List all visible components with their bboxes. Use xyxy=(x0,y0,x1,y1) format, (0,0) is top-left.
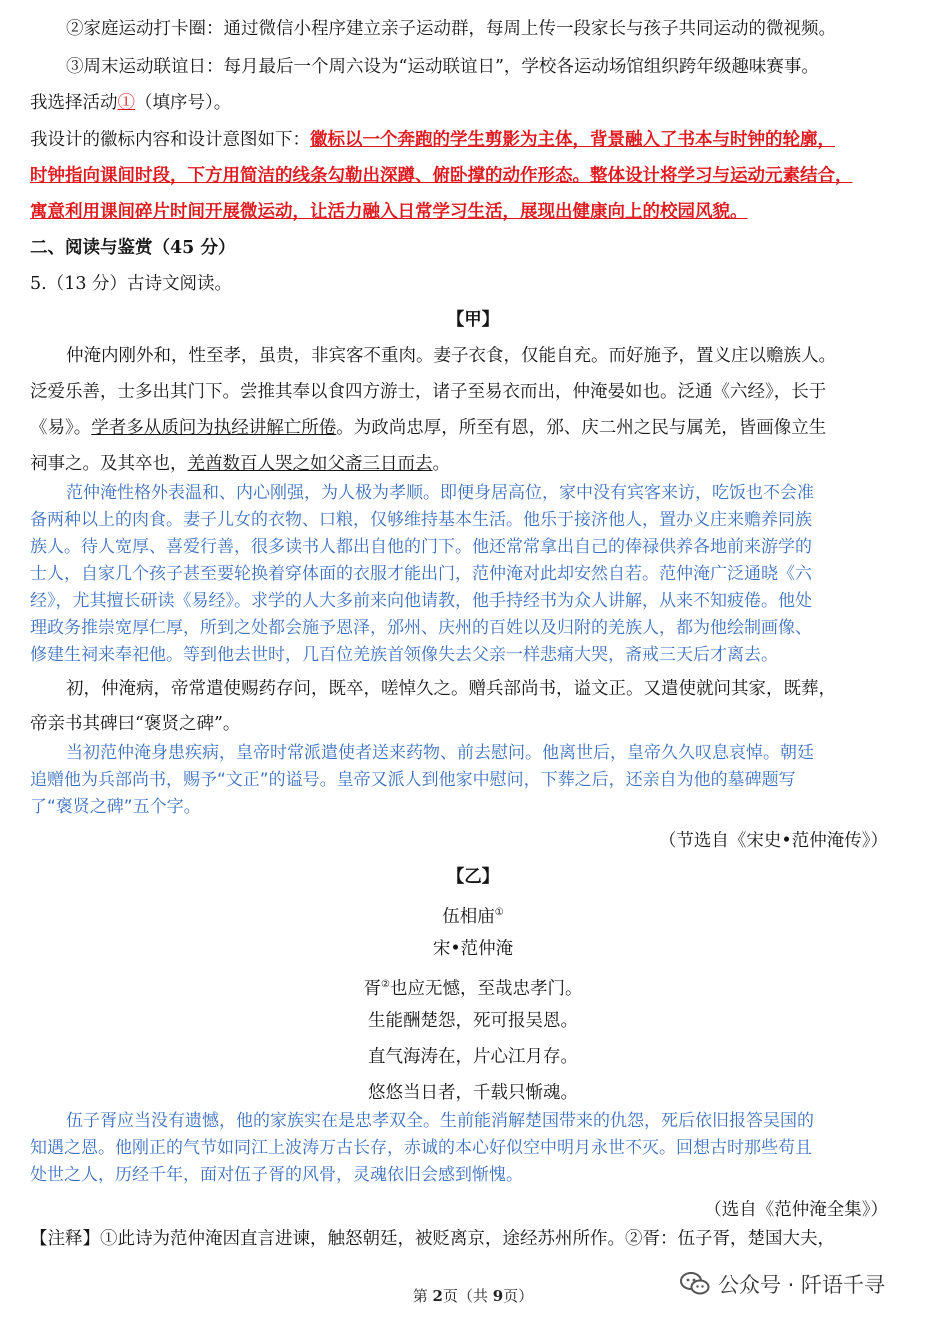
jia-trans-6: 理政务推崇宽厚仁厚，所到之处都会施予恩泽，邠州、庆州的百姓以及归附的羌族人，都为他绘制画像、 xyxy=(30,618,812,638)
jia-text: 。为政尚忠厚，所至有恩，邠、庆二州之民与属羌，皆画像立生 xyxy=(336,418,827,438)
jia-text: 。 xyxy=(432,454,450,474)
choice-answer: ① xyxy=(117,93,135,113)
choice-prefix: 我选择活动 xyxy=(30,93,118,113)
poem-line-2: 生能酬楚怨，死可报吴恩。 xyxy=(368,1011,578,1031)
source-yi: （选自《范仲淹全集》） xyxy=(704,1200,888,1220)
jia-text: 祠事之。及其卒也， xyxy=(30,454,188,474)
footer-text: 页（共 xyxy=(442,1287,493,1305)
jia2-line-2: 帝亲书其碑曰“褒贤之碑”。 xyxy=(30,714,241,734)
poem-line-1 xyxy=(0,972,946,1002)
jia2-trans-3: 了“褒贤之碑”五个字。 xyxy=(30,797,201,817)
yi-trans-1: 伍子胥应当没有遗憾，他的家族实在是忠孝双全。生前能消解楚国带来的仇怨，死后依旧报答吴国的 xyxy=(66,1111,814,1131)
design-answer-1: 徽标以一个奔跑的学生剪影为主体，背景融入了书本与时钟的轮廓， xyxy=(310,130,835,150)
jia-trans-1: 范仲淹性格外表温和、内心刚强，为人极为孝顺。即便身居高位，家中没有宾客来访，吃饭也不会准 xyxy=(66,483,814,503)
jia-trans-4: 士人，自家几个孩子甚至要轮换着穿体面的衣服才能出门，范仲淹对此却安然自若。范仲淹广泛通晓《六 xyxy=(30,564,812,584)
jia2-line-1: 初，仲淹病，帝常遣使赐药存问，既卒，嗟悼久之。赠兵部尚书，谥文正。又遣使就问其家，既葬， xyxy=(66,679,836,699)
question-5: 5.（13 分）古诗文阅读。 xyxy=(30,274,233,294)
footer-total-pages: 9 xyxy=(492,1287,504,1305)
poem-title-note: ① xyxy=(494,907,504,918)
watermark-text: 公众号 · 阡语千寻 xyxy=(718,1273,886,1297)
choice-suffix: （填序号）。 xyxy=(135,93,232,113)
wechat-icon xyxy=(680,1271,710,1297)
jia2-trans-1: 当初范仲淹身患疾病，皇帝时常派遣使者送来药物、前去慰问。他离世后，皇帝久久叹息哀悼。朝廷 xyxy=(66,743,814,763)
poem-text: 也应无憾，至哉忠孝门。 xyxy=(389,978,583,999)
yi-trans-3: 处世之人，历经千年，面对伍子胥的风骨，灵魂依旧会感到惭愧。 xyxy=(30,1165,523,1185)
activity-2: ②家庭运动打卡圈：通过微信小程序建立亲子运动群，每周上传一段家长与孩子共同运动的微视频。 xyxy=(66,19,836,39)
activity-3: ③周末运动联谊日：每月最后一个周六设为“运动联谊日”，学校各运动场馆组织跨年级趣味赛事。 xyxy=(66,57,819,77)
jia2-trans-2: 追赠他为兵部尚书，赐予“文正”的谥号。皇帝又派人到他家中慰问，下葬之后，还亲自为他的墓碑题写 xyxy=(30,770,796,790)
jia-label: 【甲】 xyxy=(446,310,500,330)
underlined-sentence-2: 羌酋数百人哭之如父斋三日而去 xyxy=(187,454,433,474)
yi-trans-2: 知遇之恩。他刚正的气节如同江上波涛万古长存，赤诚的本心好似空中明月永世不灭。回想古时那些苟且 xyxy=(30,1138,812,1158)
poem-text: 胥 xyxy=(363,978,382,999)
footer-page-number: 2 xyxy=(432,1287,443,1305)
jia-line-1: 仲淹内刚外和，性至孝，虽贵，非宾客不重肉。妻子衣食，仅能自充。而好施予，置义庄以赡族人。 xyxy=(66,346,836,366)
footer-text: 页） xyxy=(503,1287,534,1305)
poem-author: 宋•范仲淹 xyxy=(432,939,514,959)
jia-line-3 xyxy=(30,415,896,441)
section-heading: 二、阅读与鉴赏（45 分） xyxy=(30,238,236,258)
choice-line xyxy=(30,90,896,116)
design-line-1 xyxy=(30,127,896,153)
yi-label: 【乙】 xyxy=(446,867,500,887)
notes: 【注释】①此诗为范仲淹因直言进谏，触怒朝廷，被贬离京，途经苏州所作。②胥：伍子胥，楚国大夫， xyxy=(30,1229,835,1249)
poem-line-3: 直气海涛在，片心江月存。 xyxy=(368,1047,578,1067)
jia-line-2: 泛爱乐善，士多出其门下。尝推其奉以食四方游士，诸子至易衣而出，仲淹晏如也。泛通《六经》，长于 xyxy=(30,382,827,402)
poem-line-4: 悠悠当日者，千载只惭魂。 xyxy=(368,1083,578,1103)
jia-trans-3: 族人。待人宽厚、喜爱行善，很多读书人都出自他的门下。他还常常拿出自己的俸禄供养各地前来游学的 xyxy=(30,537,812,557)
underlined-sentence-1: 学者多从质问为执经讲解亡所倦 xyxy=(91,418,337,438)
design-answer-2: 时钟指向课间时段，下方用简洁的线条勾勒出深蹲、俯卧撑的动作形态。整体设计将学习与运动元素结合， xyxy=(30,166,853,186)
jia-line-4 xyxy=(30,451,896,477)
footer-text: 第 xyxy=(412,1287,433,1305)
jia-text: 《易》。 xyxy=(30,418,92,438)
jia-trans-2: 备两种以上的肉食。妻子儿女的衣物、口粮，仅够维持基本生活。他乐于接济他人，置办义庄来赡养同族 xyxy=(30,510,812,530)
poem-title-text: 伍相庙 xyxy=(442,906,495,927)
poem-title xyxy=(0,900,946,930)
watermark xyxy=(680,1266,920,1302)
jia-trans-7: 修建生祠来奉祀他。等到他去世时，几百位羌族首领像失去父亲一样悲痛大哭，斋戒三天后才离去。 xyxy=(30,645,778,665)
jia-trans-5: 经》，尤其擅长研读《易经》。求学的人大多前来向他请教，他手持经书为众人讲解，从来不知疲倦。他处 xyxy=(30,591,812,611)
design-prefix: 我设计的徽标内容和设计意图如下： xyxy=(30,130,310,150)
design-answer-3: 寓意利用课间碎片时间开展微运动，让活力融入日常学习生活，展现出健康向上的校园风貌。 xyxy=(30,202,748,222)
poem-note-marker: ② xyxy=(381,979,390,990)
source-jia: （节选自《宋史•范仲淹传》） xyxy=(658,831,888,851)
